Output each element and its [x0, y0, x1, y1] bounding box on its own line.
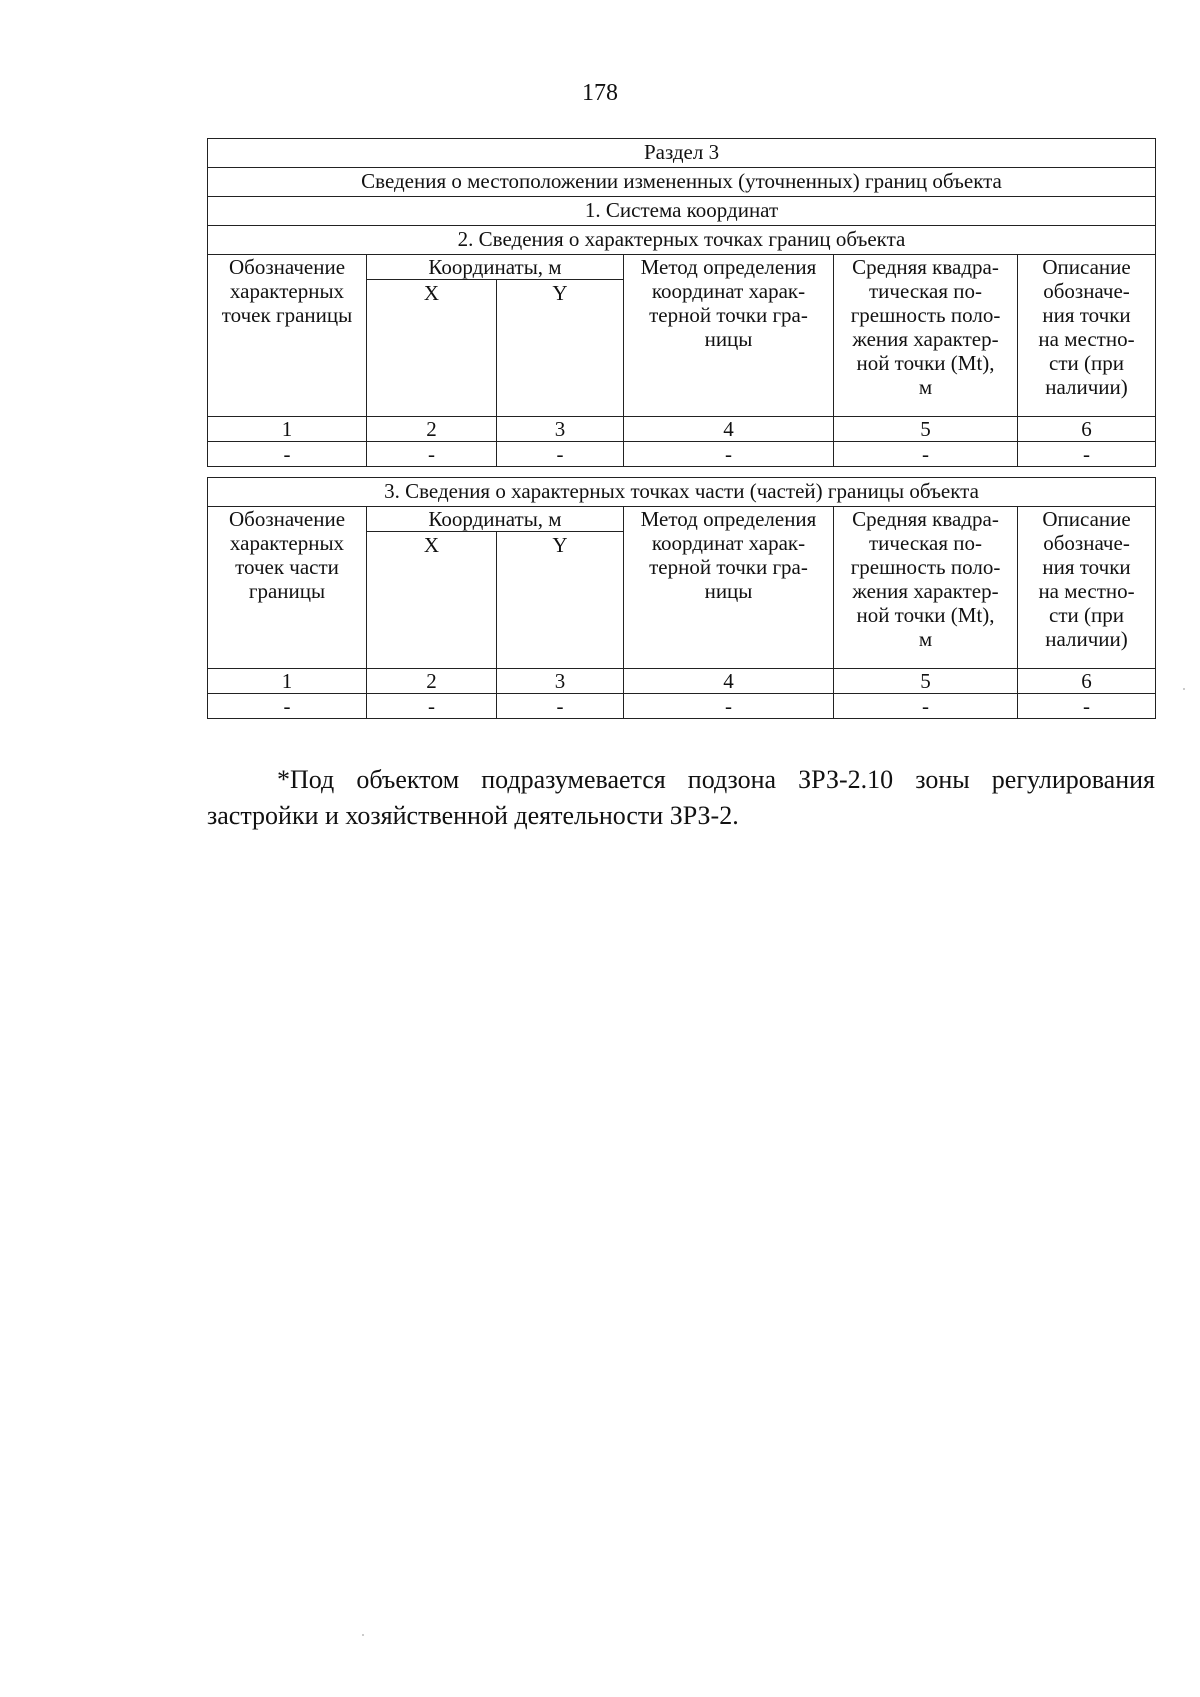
method-header: Метод определения координат харак- терной точки гра- ницы — [624, 507, 834, 669]
coordinates-header: Координаты, м — [367, 255, 624, 280]
part-boundary-points-table — [207, 477, 1156, 719]
error-header: Средняя квадра- тическая по- грешность поло- жения характер- ной точки (Mt), м — [834, 255, 1018, 417]
x-header: X — [367, 280, 497, 417]
boundary-points-table — [207, 138, 1156, 467]
table-cell: - — [834, 442, 1018, 467]
x-header: X — [367, 532, 497, 669]
footnote: *Под объектом подразумевается подзона ЗРЗ-2.10 зоны регулирования застройки и хозяйственной деятельности ЗРЗ-2. — [207, 765, 1155, 830]
table-cell: - — [1018, 694, 1156, 719]
scan-speck — [1183, 688, 1185, 690]
column-number: 1 — [208, 417, 367, 442]
description-header: Описание обозначе- ния точки на местно- сти (при наличии) — [1018, 255, 1156, 417]
scan-speck — [362, 1634, 364, 1636]
designation-header: Обозначение характерных точек части границы — [208, 507, 367, 669]
column-number: 3 — [497, 417, 624, 442]
column-number: 2 — [367, 417, 497, 442]
table-cell: - — [367, 694, 497, 719]
table-row — [208, 694, 1156, 719]
table-cell: - — [624, 442, 834, 467]
table-cell: - — [834, 694, 1018, 719]
column-number: 6 — [1018, 669, 1156, 694]
table-cell: - — [208, 694, 367, 719]
table-cell: - — [624, 694, 834, 719]
table-cell: - — [497, 694, 624, 719]
designation-header: Обозначение характерных точек границы — [208, 255, 367, 417]
column-number: 3 — [497, 669, 624, 694]
table-cell: - — [497, 442, 624, 467]
table-cell: - — [208, 442, 367, 467]
coordinates-header: Координаты, м — [367, 507, 624, 532]
table-cell: - — [1018, 442, 1156, 467]
table-cell: - — [367, 442, 497, 467]
y-header: Y — [497, 280, 624, 417]
section-subtitle: Сведения о местоположении измененных (уточненных) границ объекта — [208, 168, 1156, 197]
column-number: 5 — [834, 669, 1018, 694]
error-header: Средняя квадра- тическая по- грешность поло- жения характер- ной точки (Mt), м — [834, 507, 1018, 669]
column-number: 5 — [834, 417, 1018, 442]
table-row — [208, 442, 1156, 467]
description-header: Описание обозначе- ния точки на местно- сти (при наличии) — [1018, 507, 1156, 669]
column-number: 2 — [367, 669, 497, 694]
column-number: 1 — [208, 669, 367, 694]
column-number: 4 — [624, 417, 834, 442]
column-number: 4 — [624, 669, 834, 694]
column-number: 6 — [1018, 417, 1156, 442]
section-title: Раздел 3 — [208, 139, 1156, 168]
boundary-points-heading: 2. Сведения о характерных точках границ объекта — [208, 226, 1156, 255]
y-header: Y — [497, 532, 624, 669]
part-points-heading: 3. Сведения о характерных точках части (частей) границы объекта — [208, 478, 1156, 507]
method-header: Метод определения координат харак- терной точки гра- ницы — [624, 255, 834, 417]
coordinate-system-heading: 1. Система координат — [208, 197, 1156, 226]
page-number: 178 — [582, 80, 618, 106]
